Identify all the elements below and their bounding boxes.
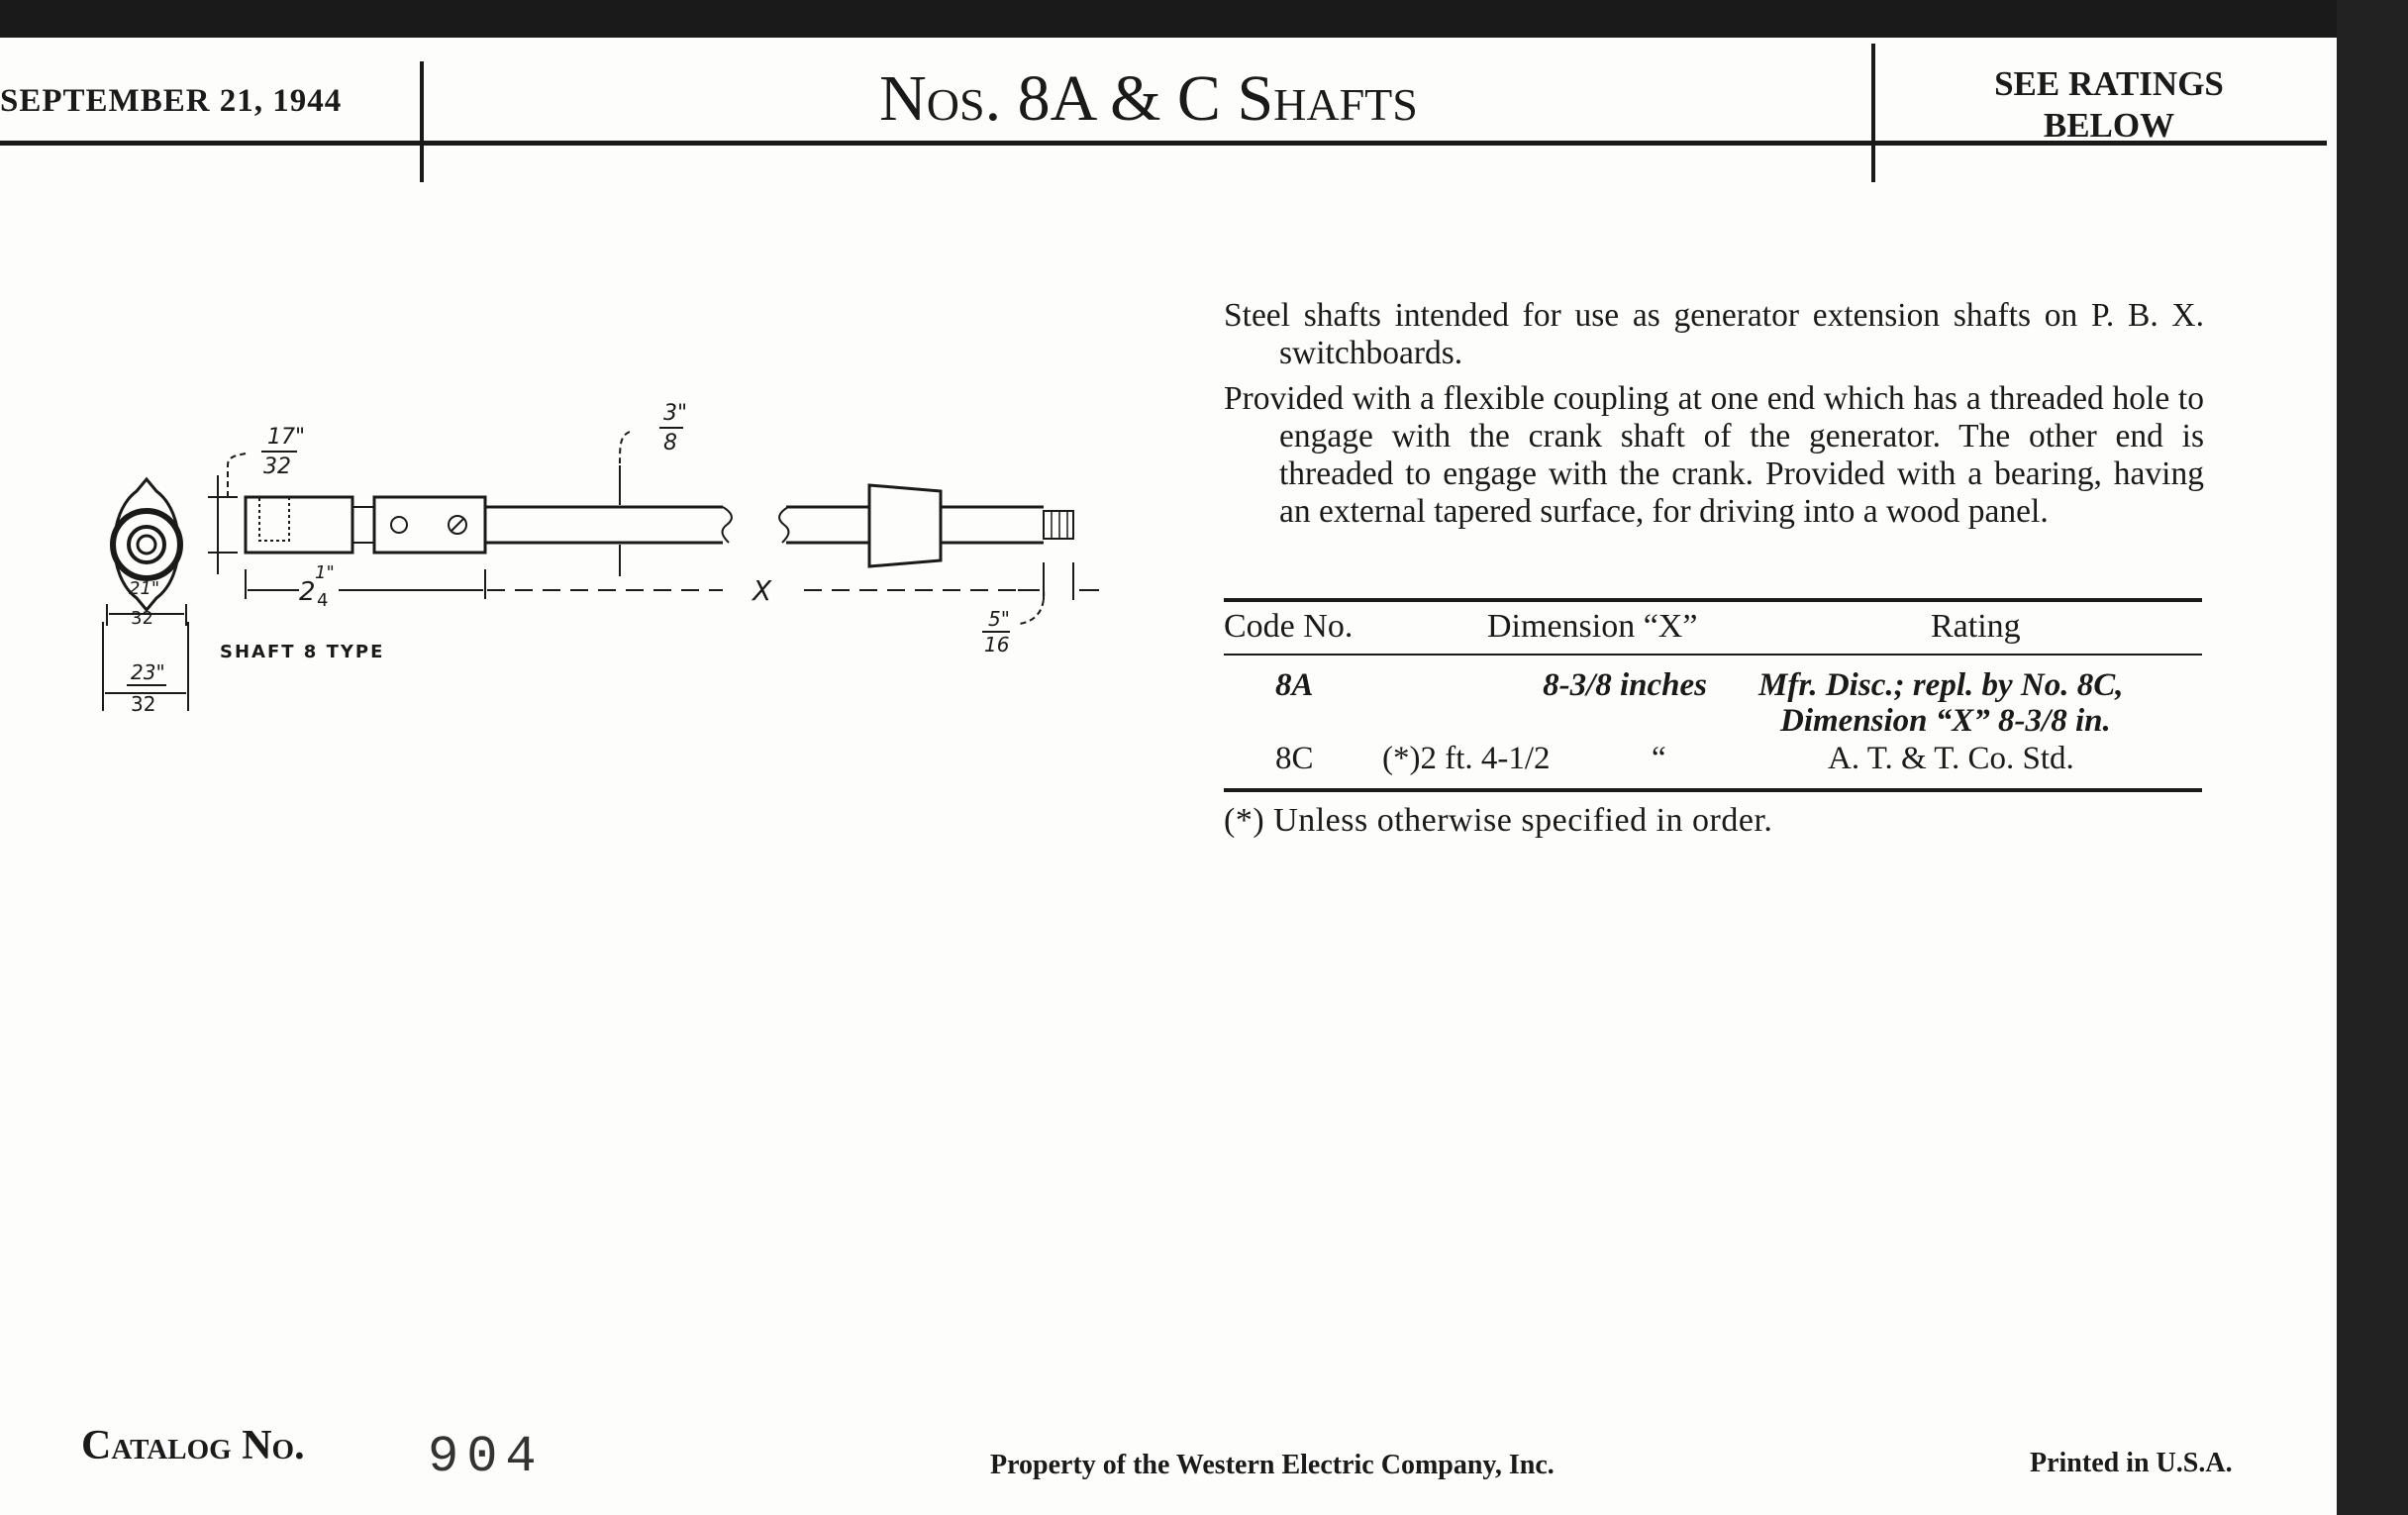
row-8c-dimension: (*)2 ft. 4-1/2 — [1382, 741, 1551, 776]
row-8a-rating-line2: Dimension “X” 8-3/8 in. — [1780, 703, 2111, 739]
table-header-rule — [1224, 654, 2202, 656]
table-header-rating: Rating — [1931, 608, 2021, 645]
header-divider-right — [1871, 44, 1875, 182]
description-para-2: Provided with a flexible coupling at one end which has a threaded hole to engage with the crank shaft of the generator. The other end is threaded to engage with the crank. Provided with a bearing, having an external tapered surface, for driving into a wood panel. — [1224, 380, 2204, 530]
table-top-rule — [1224, 598, 2202, 602]
dim-17-32-num: 17" — [267, 425, 306, 450]
dim-3-8-den: 8 — [663, 431, 677, 455]
row-8c-ditto: “ — [1652, 741, 1666, 776]
dim-17-32-den: 32 — [263, 454, 291, 479]
row-8c-rating: A. T. & T. Co. Std. — [1828, 741, 2074, 776]
drawing-caption: SHAFT 8 TYPE — [220, 642, 385, 662]
dim-23-32-den: 32 — [131, 692, 156, 716]
catalog-label: Catalog No. — [81, 1423, 305, 1468]
dimension-lines — [208, 432, 1099, 624]
printed-notice: Printed in U.S.A. — [2030, 1448, 2233, 1478]
dim-5-16-num: 5" — [988, 607, 1010, 631]
scan-right-border — [2337, 0, 2408, 1515]
issue-date: SEPTEMBER 21, 1944 — [0, 83, 343, 119]
description-para-1: Steel shafts intended for use as generator extension shafts on P. B. X. switchboards. — [1224, 297, 2204, 371]
dim-21-32-num: 21" — [129, 578, 160, 599]
catalog-number: 904 — [428, 1428, 545, 1486]
row-8a-rating-line1: Mfr. Disc.; repl. by No. 8C, — [1758, 667, 2124, 703]
shaft-right — [779, 485, 1073, 566]
ratings-note — [1921, 63, 2297, 147]
row-8a-dimension: 8-3/8 inches — [1543, 667, 1707, 703]
dim-5-16-den: 16 — [984, 633, 1010, 656]
table-header-code: Code No. — [1224, 608, 1354, 645]
property-notice: Property of the Western Electric Company, Inc. — [990, 1450, 1555, 1480]
dim-23-32-num: 23" — [131, 660, 165, 684]
row-8c-code: 8C — [1275, 741, 1314, 776]
table-footnote: (*) Unless otherwise specified in order. — [1224, 802, 1773, 839]
row-8a-code: 8A — [1275, 667, 1314, 703]
dim-x: X — [752, 574, 772, 607]
shaft-drawing — [89, 396, 1119, 733]
table-header-dimension: Dimension “X” — [1487, 608, 1698, 645]
shaft-left — [485, 507, 732, 543]
dim-2-1-4-den: 4 — [317, 590, 329, 611]
ratings-note-line2: BELOW — [2043, 106, 2175, 145]
dim-3-8-num: 3" — [663, 401, 688, 426]
scan-top-border — [0, 0, 2408, 38]
dim-21-32-den: 32 — [131, 608, 153, 629]
dim-2-1-4-num: 1" — [315, 562, 335, 583]
ratings-note-line1: SEE RATINGS — [1994, 64, 2224, 103]
dim-2-1-4-whole: 2 — [299, 577, 316, 607]
coupling — [246, 497, 485, 553]
header-divider-left — [420, 61, 424, 182]
page-title: Nos. 8A & C Shafts — [879, 62, 1418, 135]
table-bottom-rule — [1224, 788, 2202, 792]
description — [1224, 297, 2204, 539]
